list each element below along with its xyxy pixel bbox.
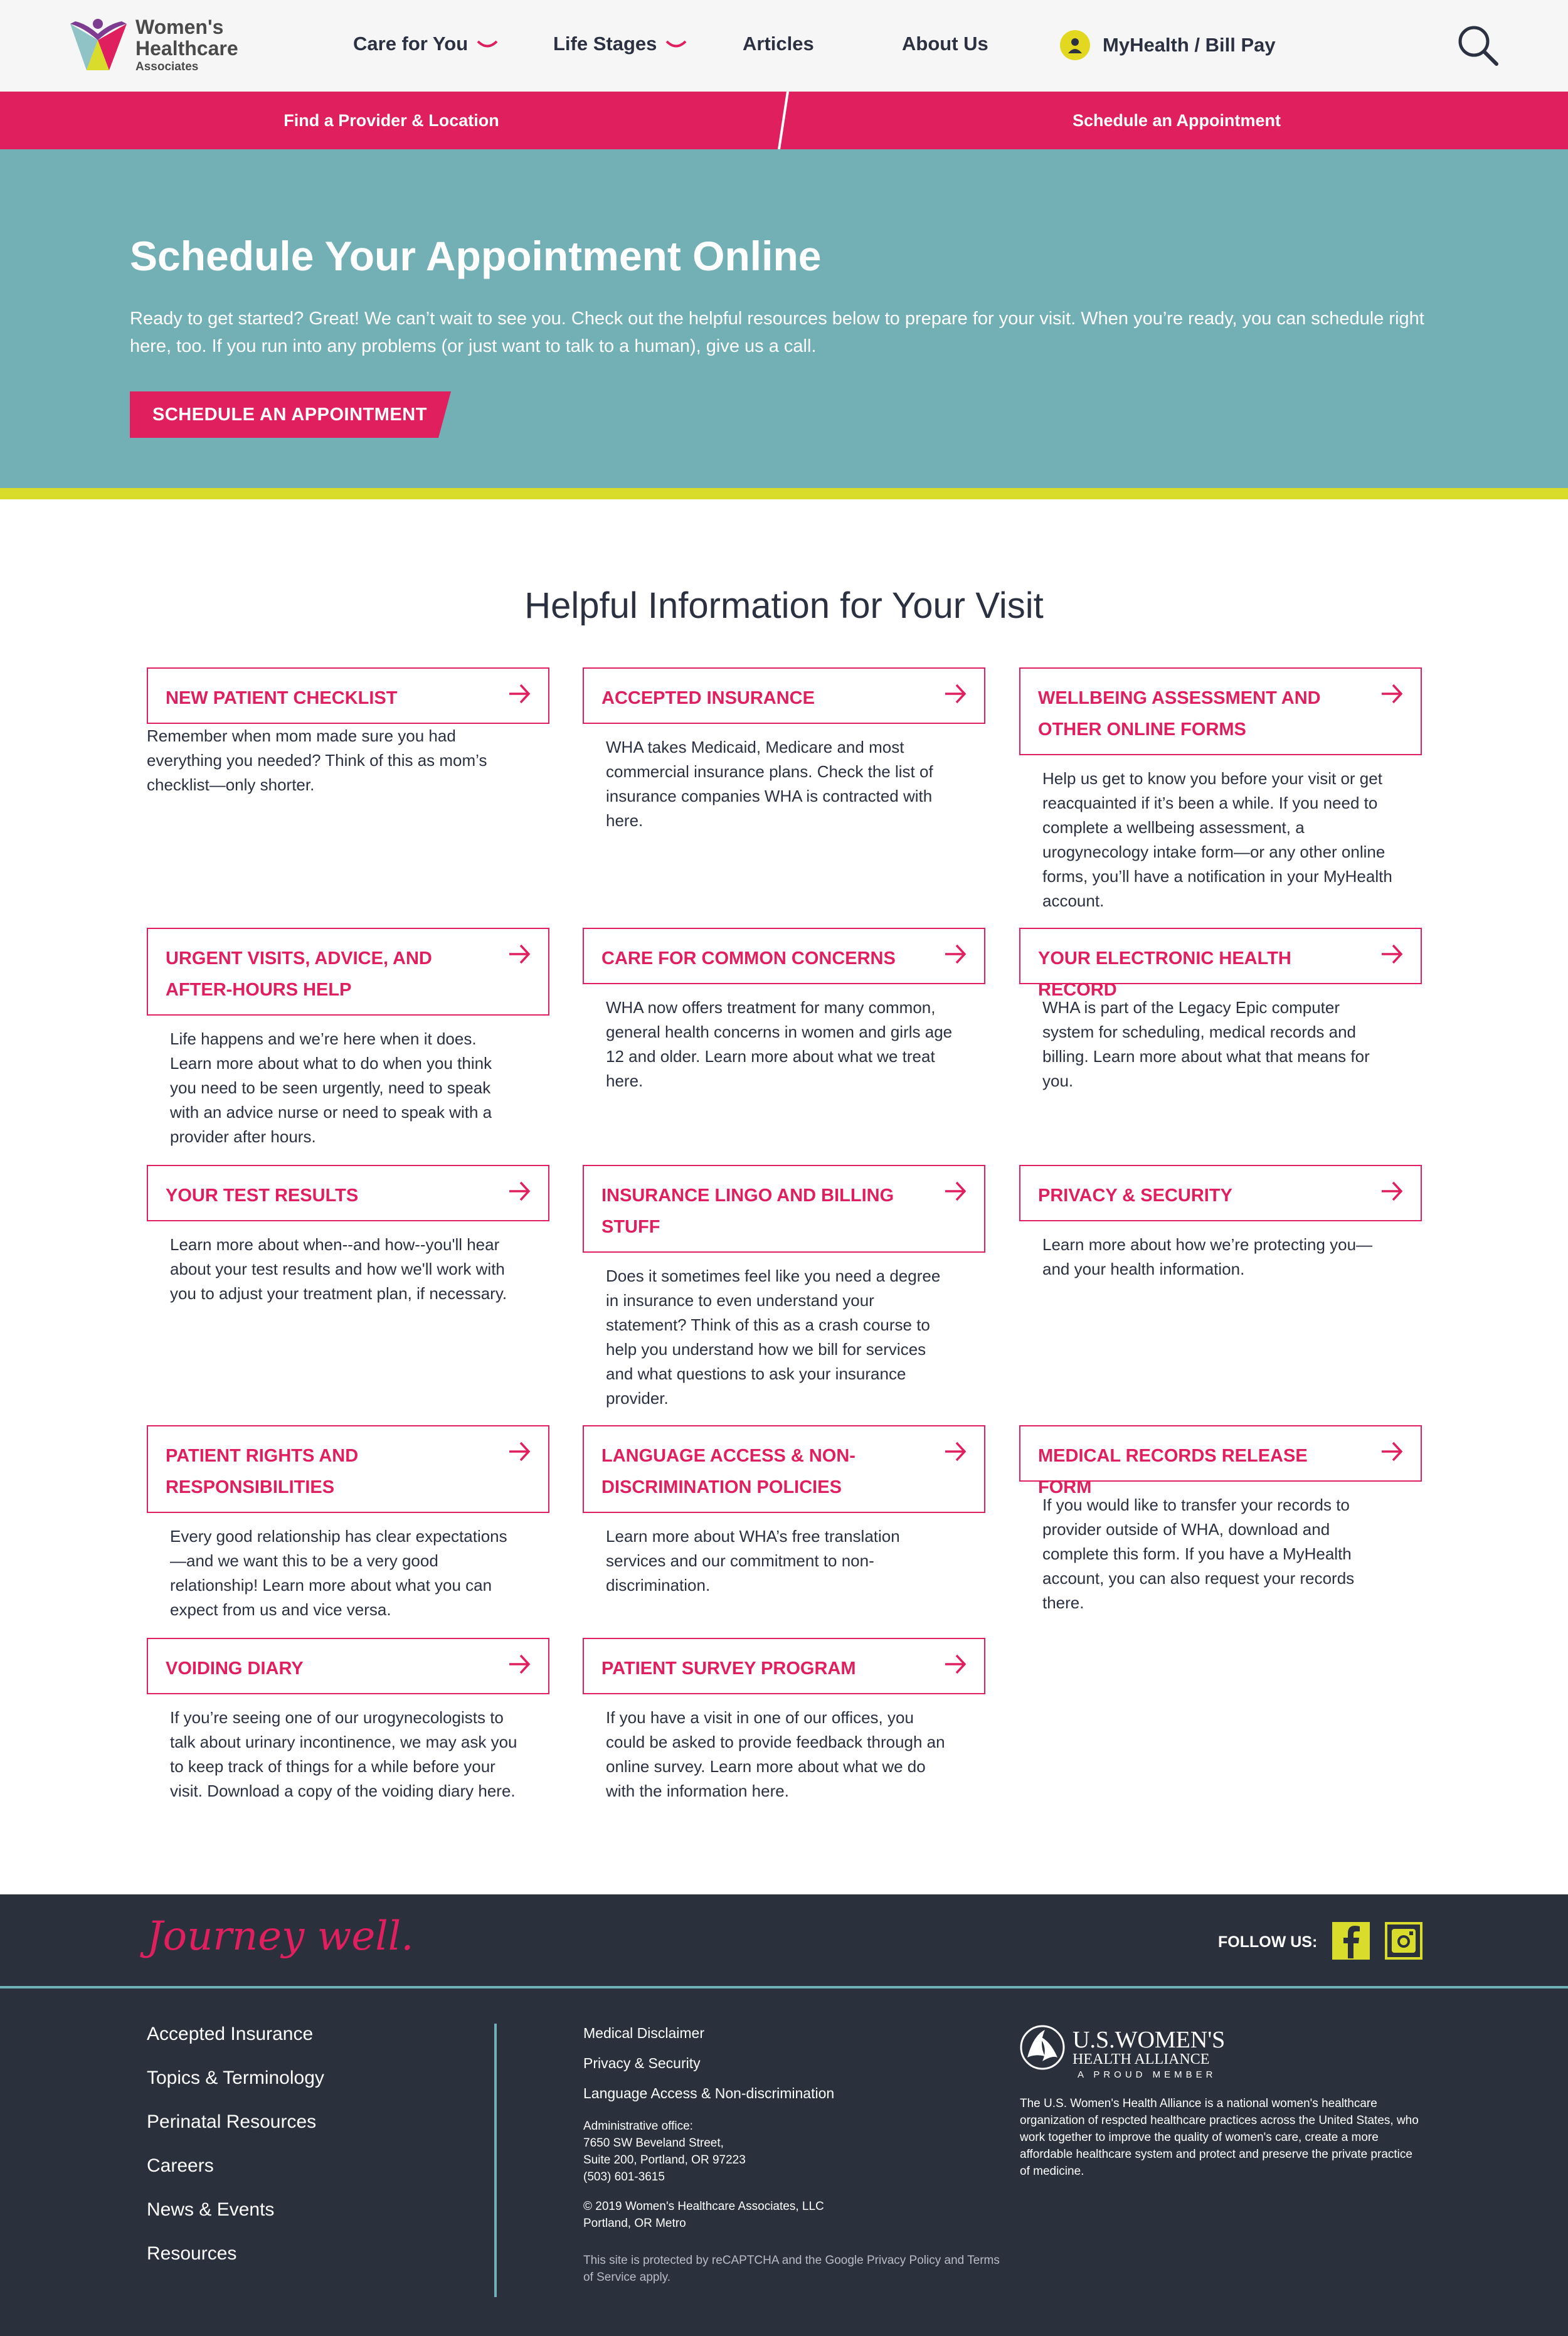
svg-text:U.S.WOMEN'S: U.S.WOMEN'S <box>1073 2027 1226 2053</box>
footer-column-divider <box>494 2024 497 2297</box>
schedule-appointment-link[interactable]: Schedule an Appointment <box>1072 110 1281 130</box>
copyright: © 2019 Women's Healthcare Associates, LLC Portland, OR Metro <box>583 2200 824 2230</box>
arrow-right-icon <box>1380 1180 1403 1203</box>
site-logo[interactable] <box>68 15 238 74</box>
nav-about-us[interactable]: About Us <box>902 33 988 55</box>
user-icon <box>1060 30 1090 60</box>
office-address: Administrative office: 7650 SW Beveland Street, Suite 200, Portland, OR 97223 (503) 601-3615 <box>583 2118 1022 2185</box>
arrow-right-icon <box>1380 682 1403 705</box>
arrow-right-icon <box>508 1653 531 1675</box>
card-description: Learn more about when--and how--you'll hear about your test results and how we'll work with you to adjust your treatment plan, if necessary. <box>170 1235 507 1303</box>
card-description: WHA takes Medicaid, Medicare and most commercial insurance plans. Check the list of insurance companies WHA is contracted with here. <box>606 738 933 830</box>
chevron-down-icon <box>665 40 687 48</box>
card-description: If you’re seeing one of our urogynecologists to talk about urinary incontinence, we may ask you to keep track of things for a while before your visit. Download a copy of the voiding diary here. <box>170 1708 517 1800</box>
alliance-description: The U.S. Women's Health Alliance is a national women's healthcare organization of respcted healthcare practices across the United States, who work together to improve the quality of women's care, create a more affordable healthcare system and protect and preserve the private practice of medicine. <box>1020 2097 1419 2178</box>
card-privacy-security[interactable]: PRIVACY & SECURITY <box>1019 1165 1422 1221</box>
card-common-concerns[interactable]: CARE FOR COMMON CONCERNS <box>583 928 985 984</box>
footer-link-privacy-security[interactable]: Privacy & Security <box>583 2055 701 2071</box>
svg-text:HEALTH ALLIANCE: HEALTH ALLIANCE <box>1073 2051 1210 2068</box>
footer-link-perinatal-resources[interactable]: Perinatal Resources <box>147 2111 317 2132</box>
card-patient-survey[interactable]: PATIENT SURVEY PROGRAM <box>583 1638 985 1694</box>
card-description: Remember when mom made sure you had everything you needed? Think of this as mom’s checklist—only shorter. <box>147 726 487 794</box>
card-language-access[interactable]: LANGUAGE ACCESS & NON-DISCRIMINATION POLICIES <box>583 1425 985 1513</box>
nav-articles[interactable]: Articles <box>743 33 814 55</box>
arrow-right-icon <box>944 943 967 965</box>
hero-banner <box>0 149 1568 488</box>
footer-link-language-access[interactable]: Language Access & Non-discrimination <box>583 2085 835 2101</box>
nav-myhealth-bill-pay[interactable]: MyHealth / Bill Pay <box>1060 30 1276 60</box>
alliance-emblem-icon <box>1021 2026 1064 2069</box>
footer-link-careers[interactable]: Careers <box>147 2155 214 2176</box>
card-test-results[interactable]: YOUR TEST RESULTS <box>147 1165 549 1221</box>
search-icon[interactable] <box>1455 23 1500 68</box>
card-electronic-health-record[interactable]: YOUR ELECTRONIC HEALTH RECORD <box>1019 928 1422 984</box>
card-description: If you would like to transfer your records to provider outside of WHA, download and complete this form. If you have a MyHealth account, you can also request your records there. <box>1042 1495 1355 1612</box>
svg-text:A PROUD MEMBER: A PROUD MEMBER <box>1078 2069 1217 2080</box>
card-description: Every good relationship has clear expectations—and we want this to be a very good relationship! Learn more about what you can expect from us and vice versa. <box>170 1527 507 1619</box>
chevron-down-icon <box>477 40 498 48</box>
logo-mark-icon <box>68 15 129 74</box>
schedule-appointment-button[interactable]: SCHEDULE AN APPOINTMENT <box>130 391 451 438</box>
arrow-right-icon <box>508 943 531 965</box>
facebook-icon[interactable] <box>1332 1922 1370 1960</box>
card-urgent-visits[interactable]: URGENT VISITS, ADVICE, AND AFTER-HOURS HELP <box>147 928 549 1016</box>
arrow-right-icon <box>508 682 531 705</box>
find-provider-link[interactable]: Find a Provider & Location <box>283 110 499 130</box>
footer-link-topics-terminology[interactable]: Topics & Terminology <box>147 2068 324 2088</box>
card-medical-records-release[interactable]: MEDICAL RECORDS RELEASE FORM <box>1019 1425 1422 1482</box>
site-header <box>0 0 1568 92</box>
logo-wordmark: Women's Healthcare Associates <box>135 15 238 73</box>
instagram-icon[interactable] <box>1385 1922 1422 1960</box>
arrow-right-icon <box>508 1440 531 1463</box>
card-description: Does it sometimes feel like you need a degree in insurance to even understand your statement? Think of this as a crash course to help you understand how we bill for services and what questions to ask your insurance provider. <box>606 1266 941 1408</box>
follow-us-label: FOLLOW US: <box>1218 1933 1318 1951</box>
footer-link-news-events[interactable]: News & Events <box>147 2199 275 2220</box>
arrow-right-icon <box>944 1180 967 1203</box>
arrow-right-icon <box>1380 943 1403 965</box>
card-description: WHA now offers treatment for many common, general health concerns in women and girls age 12 and older. Learn more about what we treat here. <box>606 998 953 1090</box>
card-description: If you have a visit in one of our offices, you could be asked to provide feedback through an online survey. Learn more about what we do with the information here. <box>606 1708 945 1800</box>
card-accepted-insurance[interactable]: ACCEPTED INSURANCE <box>583 667 985 724</box>
card-description: WHA is part of the Legacy Epic computer system for scheduling, medical records and billing. Learn more about what that means for you. <box>1042 998 1370 1090</box>
card-description: Help us get to know you before your visit or get reacquainted if it’s been a while. If you need to complete a wellbeing assessment, a urogynecology intake form—or any other online forms, you’ll have a notification in your MyHealth account. <box>1042 769 1392 910</box>
card-patient-rights[interactable]: PATIENT RIGHTS AND RESPONSIBILITIES <box>147 1425 549 1513</box>
card-new-patient-checklist[interactable]: NEW PATIENT CHECKLIST <box>147 667 549 724</box>
card-voiding-diary[interactable]: VOIDING DIARY <box>147 1638 549 1694</box>
footer-link-medical-disclaimer[interactable]: Medical Disclaimer <box>583 2025 704 2041</box>
footer-link-resources[interactable]: Resources <box>147 2243 237 2264</box>
footer-divider <box>0 1986 1568 1988</box>
card-insurance-lingo[interactable]: INSURANCE LINGO AND BILLING STUFF <box>583 1165 985 1253</box>
section-title: Helpful Information for Your Visit <box>524 585 1044 626</box>
arrow-right-icon <box>944 1653 967 1675</box>
hero-title: Schedule Your Appointment Online <box>130 233 822 279</box>
recaptcha-notice: This site is protected by reCAPTCHA and the Google Privacy Policy and Terms of Service apply. <box>583 2254 1000 2284</box>
card-description: Life happens and we’re here when it does. Learn more about what to do when you think you need to be seen urgently, need to speak with an advice nurse or need to speak with a provider after hours. <box>170 1029 492 1146</box>
hero-accent-stripe <box>0 488 1568 499</box>
phone-number[interactable]: (503) 601-3615 <box>583 2170 665 2184</box>
card-description: Learn more about WHA’s free translation services and our commitment to non-discrimination. <box>606 1527 900 1595</box>
arrow-right-icon <box>944 682 967 705</box>
arrow-right-icon <box>944 1440 967 1463</box>
nav-life-stages[interactable]: Life Stages <box>553 33 687 55</box>
site-footer <box>0 1894 1568 2336</box>
arrow-right-icon <box>508 1180 531 1203</box>
quick-links-bar <box>0 92 1568 149</box>
arrow-right-icon <box>1380 1440 1403 1463</box>
footer-tagline: Journey well. <box>147 1913 414 1960</box>
hero-body: Ready to get started? Great! We can’t wait to see you. Check out the helpful resources below to prepare for your visit. When you’re ready, you can schedule right here, too. If you run into any problems (or just want to talk to a human), give us a call. <box>130 309 1424 356</box>
card-description: Learn more about how we’re protecting you—and your health information. <box>1042 1235 1373 1278</box>
card-wellbeing-assessment[interactable]: WELLBEING ASSESSMENT AND OTHER ONLINE FORMS <box>1019 667 1422 755</box>
nav-care-for-you[interactable]: Care for You <box>353 33 498 55</box>
us-womens-health-alliance-logo[interactable] <box>1020 2022 1233 2086</box>
footer-link-accepted-insurance[interactable]: Accepted Insurance <box>147 2024 314 2044</box>
